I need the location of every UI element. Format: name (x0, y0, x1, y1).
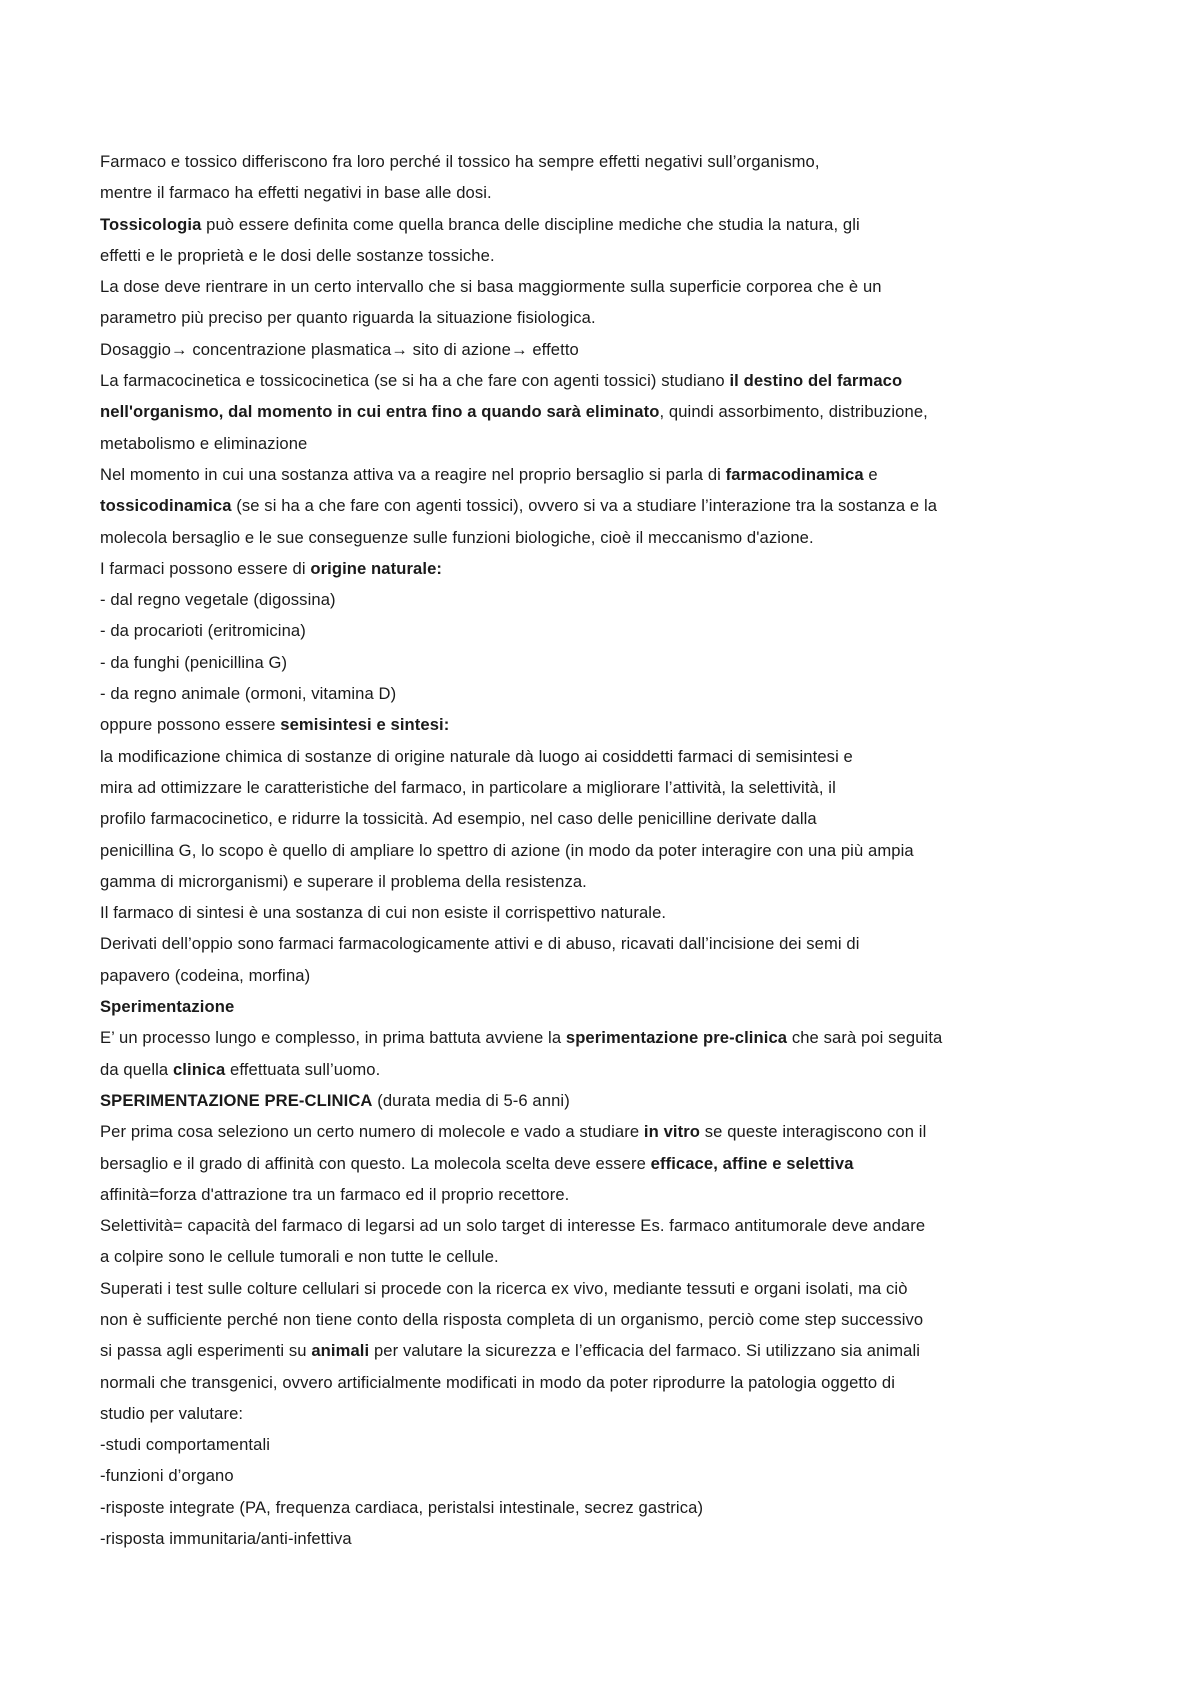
bold-text: farmacodinamica (725, 464, 864, 484)
text-span: a colpire sono le cellule tumorali e non tutte le cellule. (100, 1247, 499, 1267)
text-span: - da procarioti (eritromicina) (100, 621, 306, 641)
text-span: e (863, 464, 878, 484)
text-line (100, 1492, 1110, 1523)
text-span: , quindi assorbimento, distribuzione, (659, 402, 928, 422)
text-span: parametro più preciso per quanto riguarda la situazione fisiologica. (100, 308, 596, 328)
bold-text: origine naturale: (310, 558, 443, 578)
text-line (100, 741, 1110, 772)
text-span: bersaglio e il grado di affinità con questo. La molecola scelta deve essere (100, 1153, 651, 1173)
text-line (100, 1054, 1110, 1085)
text-span: - da regno animale (ormoni, vitamina D) (100, 684, 397, 704)
text-line (100, 1210, 1110, 1241)
text-line (100, 396, 1110, 427)
text-line (100, 365, 1110, 396)
text-span: Farmaco e tossico differiscono fra loro perché il tossico ha sempre effetti negativi sull’organismo, (100, 152, 820, 171)
text-line (100, 1460, 1110, 1491)
bold-text: Tossicologia (100, 214, 202, 234)
bold-text: tossicodinamica (100, 496, 232, 516)
text-line (100, 302, 1110, 333)
text-span: metabolismo e eliminazione (100, 433, 308, 453)
text-span: -studi comportamentali (100, 1435, 271, 1455)
text-span: mira ad ottimizzare le caratteristiche del farmaco, in particolare a migliorare l’attività, la selettività, il (100, 777, 836, 797)
bold-text: sperimentazione pre-clinica (565, 1028, 788, 1048)
text-line (100, 1085, 1110, 1116)
text-line (100, 866, 1110, 897)
text-line (100, 709, 1110, 740)
text-line (100, 991, 1110, 1022)
text-line (100, 1022, 1110, 1053)
text-line (100, 1429, 1110, 1460)
text-span: la modificazione chimica di sostanze di origine naturale dà luogo ai cosiddetti farmaci di semisintesi e (100, 746, 853, 766)
text-span: - da funghi (penicillina G) (100, 652, 288, 672)
text-span: penicillina G, lo scopo è quello di ampliare lo spettro di azione (in modo da poter interagire con una più ampia (100, 840, 914, 860)
text-span: papavero (codeina, morfina) (100, 965, 311, 985)
text-line (100, 553, 1110, 584)
bold-text: SPERIMENTAZIONE PRE-CLINICA (100, 1090, 373, 1110)
text-line (100, 1273, 1110, 1304)
text-span: La dose deve rientrare in un certo intervallo che si basa maggiormente sulla superficie corporea che è un (100, 277, 882, 297)
text-span: La farmacocinetica e tossicocinetica (se si ha a che fare con agenti tossici) studiano (100, 371, 730, 391)
text-line (100, 678, 1110, 709)
bold-text: efficace, affine e selettiva (650, 1153, 854, 1173)
text-line (100, 490, 1110, 521)
text-span: -risposta immunitaria/anti-infettiva (100, 1529, 352, 1549)
text-line (100, 428, 1110, 459)
text-line (100, 1148, 1110, 1179)
text-line (100, 1335, 1110, 1366)
text-line (100, 1116, 1110, 1147)
text-span: (se si ha a che fare con agenti tossici), ovvero si va a studiare l’interazione tra la sostanza e la (231, 496, 938, 516)
text-line (100, 146, 1110, 177)
text-line (100, 772, 1110, 803)
text-line (100, 928, 1110, 959)
text-span: mentre il farmaco ha effetti negativi in base alle dosi. (100, 183, 492, 203)
text-span: molecola bersaglio e le sue conseguenze sulle funzioni biologiche, cioè il meccanismo d'azione. (100, 527, 814, 547)
text-span: per valutare la sicurezza e l’efficacia del farmaco. Si utilizzano sia animali (369, 1341, 921, 1361)
text-span: non è sufficiente perché non tiene conto della risposta completa di un organismo, perciò come step successivo (100, 1309, 924, 1329)
text-line (100, 1179, 1110, 1210)
text-span: oppure possono essere (100, 715, 281, 735)
text-line (100, 835, 1110, 866)
text-line (100, 647, 1110, 678)
bold-text: animali (311, 1341, 370, 1361)
text-line (100, 271, 1110, 302)
text-span: - dal regno vegetale (digossina) (100, 590, 336, 610)
text-line (100, 1304, 1110, 1335)
text-span: si passa agli esperimenti su (100, 1341, 312, 1361)
bold-text: nell'organismo, dal momento in cui entra fino a quando sarà eliminato (100, 402, 660, 422)
text-line (100, 1398, 1110, 1429)
bold-text: in vitro (643, 1122, 701, 1142)
text-line (100, 522, 1110, 553)
text-span: che sarà poi seguita (787, 1028, 943, 1048)
text-span: Selettività= capacità del farmaco di legarsi ad un solo target di interesse Es. farmaco antitumorale deve andare (100, 1216, 926, 1236)
text-span: effetti e le proprietà e le dosi delle sostanze tossiche. (100, 245, 495, 265)
text-line (100, 1241, 1110, 1272)
text-line (100, 584, 1110, 615)
text-span: (durata media di 5-6 anni) (372, 1090, 570, 1110)
bold-text: semisintesi e sintesi: (280, 715, 450, 735)
text-span: effettuata sull’uomo. (225, 1059, 381, 1079)
bold-text: clinica (172, 1059, 226, 1079)
text-span: Derivati dell’oppio sono farmaci farmacologicamente attivi e di abuso, ricavati dall’incisione dei semi di (100, 934, 860, 954)
text-span: E’ un processo lungo e complesso, in prima battuta avviene la (100, 1028, 566, 1048)
text-span: -funzioni d’organo (100, 1466, 234, 1486)
text-span: Per prima cosa seleziono un certo numero di molecole e vado a studiare (100, 1122, 644, 1142)
text-span: può essere definita come quella branca delle discipline mediche che studia la natura, gli (201, 214, 860, 234)
text-line (100, 615, 1110, 646)
text-span: Dosaggio→ concentrazione plasmatica→ sito di azione→ effetto (100, 339, 579, 359)
text-span: studio per valutare: (100, 1403, 244, 1423)
text-line (100, 240, 1110, 271)
text-span: Superati i test sulle colture cellulari si procede con la ricerca ex vivo, mediante tessuti e organi isolati, ma ciò (100, 1278, 908, 1298)
text-span: Il farmaco di sintesi è una sostanza di cui non esiste il corrispettivo naturale. (100, 903, 667, 923)
text-span: affinità=forza d'attrazione tra un farmaco ed il proprio recettore. (100, 1184, 570, 1204)
text-span: se queste interagiscono con il (700, 1122, 927, 1142)
text-line (100, 897, 1110, 928)
text-span: normali che transgenici, ovvero artificialmente modificati in modo da poter riprodurre la patologia oggetto di (100, 1372, 896, 1392)
text-span: profilo farmacocinetico, e ridurre la tossicità. Ad esempio, nel caso delle penicilline derivate dalla (100, 809, 817, 829)
bold-text: Sperimentazione (100, 997, 235, 1017)
text-span: Nel momento in cui una sostanza attiva va a reagire nel proprio bersaglio si parla di (100, 464, 726, 484)
text-line (100, 209, 1110, 240)
text-span: I farmaci possono essere di (100, 558, 311, 578)
text-span: gamma di microrganismi) e superare il problema della resistenza. (100, 871, 587, 891)
text-line (100, 803, 1110, 834)
text-line (100, 459, 1110, 490)
document-body (100, 146, 1110, 1554)
text-line (100, 1523, 1110, 1554)
text-line (100, 1367, 1110, 1398)
text-span: -risposte integrate (PA, frequenza cardiaca, peristalsi intestinale, secrez gastrica) (100, 1497, 704, 1517)
text-line (100, 334, 1110, 365)
text-span: da quella (100, 1059, 173, 1079)
text-line (100, 177, 1110, 208)
text-line (100, 960, 1110, 991)
bold-text: il destino del farmaco (729, 371, 903, 391)
